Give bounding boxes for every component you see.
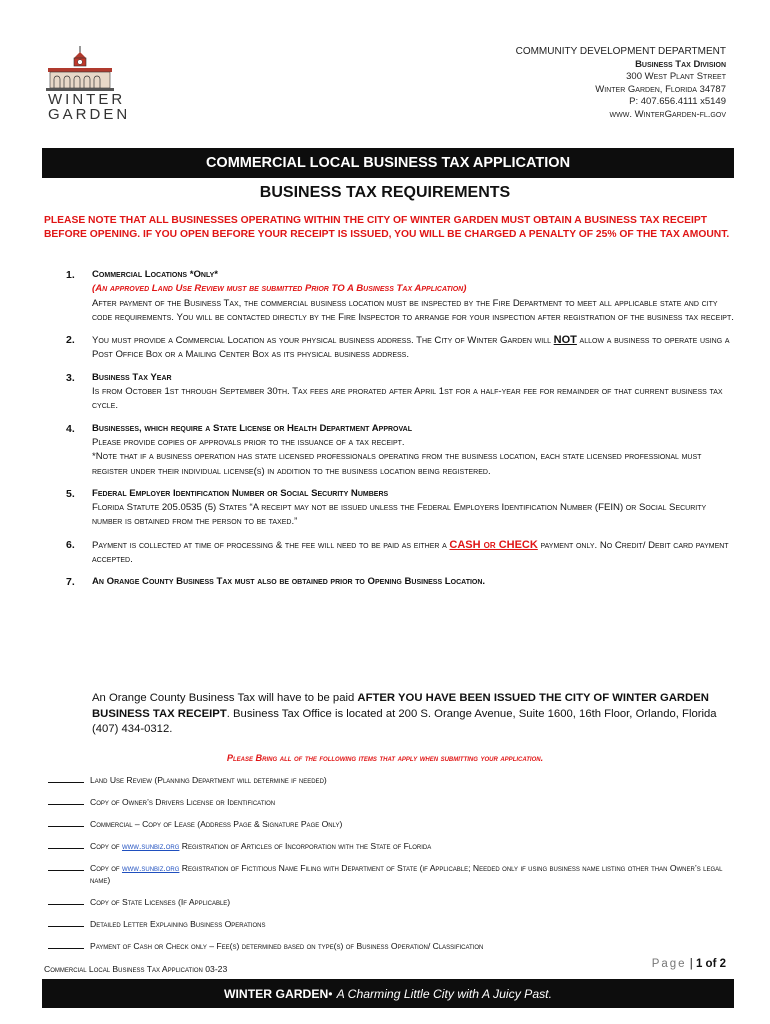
requirements-list [44,268,734,598]
form-identifier: Commercial Local Business Tax Application 03-23 [44,964,228,974]
orange-county-emphasis: AFTER YOU HAVE BEEN ISSUED THE CITY OF WINTER GARDEN BUSINESS TAX RECEIPT [92,692,709,720]
sunbiz-link[interactable]: www.sunbiz.org [121,863,180,873]
requirement-text: payment only. No Credit/ Debit card payment accepted. [92,539,729,566]
bullet-separator: • [328,986,333,1001]
checkbox-line[interactable] [48,938,84,949]
requirement-heading: Commercial Locations *Only* [92,269,218,280]
requirement-text: After payment of the Business Tax, the commercial business location must be inspected by the Fire Department to meet all applicable state and city code requirements. You will be contacted directly by the Fire Inspector to arrange for your inspection after registration of the business tax receipt. [92,297,734,323]
city-slogan: A Charming Little City with A Juicy Past. [336,986,552,1001]
checkbox-line[interactable] [48,894,84,905]
checklist-text: Copy of Owner’s Drivers License or Identification [90,797,276,807]
page-number: 1 of 2 [695,958,726,970]
page-label: Page [651,958,687,970]
checklist-item [48,794,738,808]
requirement-text: Is from October 1st through September 30th. Tax fees are prorated after April 1st for a half-year fee for remainder of that current business tax cycle. [92,386,723,412]
checkbox-line[interactable] [48,816,84,827]
checklist-item [48,894,738,908]
checkbox-line[interactable] [48,916,84,927]
department-name: COMMUNITY DEVELOPMENT DEPARTMENT [515,46,726,57]
requirement-heading: Federal Employer Identification Number or Social Security Numbers [92,487,389,499]
page-indicator [652,958,726,970]
requirement-text: allow a business to operate using a Post Office Box or a Mailing Center Box as its physical business address. [92,335,730,361]
requirement-text: Please provide copies of approvals prior to the issuance of a tax receipt. [92,436,405,448]
requirement-number: 4. [66,422,75,435]
document-checklist [48,772,738,960]
department-address [516,46,726,121]
checklist-text-part: Copy of [90,841,122,851]
checklist-item [48,772,738,786]
checklist-item [48,916,738,930]
requirement-number: 7. [66,576,75,589]
city-address: Winter Garden, Florida 34787 [595,83,726,95]
division-name: Business Tax Division [635,58,726,70]
footer-slogan-bar [42,979,734,1008]
requirement-heading: Businesses, which require a State License or Health Department Approval [92,422,412,434]
checkbox-line[interactable] [48,860,84,871]
requirement-number: 2. [66,334,75,347]
checkbox-line[interactable] [48,772,84,783]
checkbox-line[interactable] [48,838,84,849]
checklist-text-part: Copy of [90,863,122,873]
land-use-notice: (An approved Land Use Review must be submitted Prior TO A Business Tax Application) [92,283,467,295]
requirement-number: 1. [66,269,75,281]
street-address: 300 West Plant Street [626,71,726,82]
requirement-text: You must provide a Commercial Location as your physical business address. The City of Winter Garden will [92,335,554,347]
requirement-4 [44,422,734,479]
requirements-title: BUSINESS TAX REQUIREMENTS [259,184,511,201]
orange-county-paragraph [92,691,732,738]
requirement-2 [44,333,734,363]
checklist-text [90,838,431,852]
city-name: WINTER GARDEN [224,986,329,1001]
requirement-3 [44,371,734,414]
checklist-text: Payment of Cash or Check only – Fee(s) determined based on type(s) of Business Operation/ Classification [90,941,484,951]
requirement-5 [44,487,734,530]
checklist-text: Detailed Letter Explaining Business Operations [90,919,266,929]
checklist-item [48,816,738,830]
checklist-text-part: Registration of Articles of Incorporation with the State of Florida [179,841,432,851]
checklist-text [90,860,738,886]
requirement-number: 5. [66,487,75,500]
requirement-6 [44,538,734,568]
requirement-1 [44,268,734,325]
requirement-number: 3. [66,371,75,384]
checklist-text: Copy of State Licenses (If Applicable) [90,897,231,907]
requirement-text: Florida Statute 205.0535 (5) States “A receipt may not be issued unless the Federal Employers Identification Number (FEIN) or Social Security number is obtained from the person to be taxed.” [92,502,707,528]
application-title-bar [42,148,734,178]
requirement-7 [44,575,734,589]
penalty-notice: PLEASE NOTE THAT ALL BUSINESSES OPERATING WITHIN THE CITY OF WINTER GARDEN MUST OBTAIN A BUSINESS TAX RECEIPT BEFORE OPENING. IF YOU OPEN BEFORE YOUR RECEIPT IS ISSUED, YOU WILL BE CHARGED A PENALTY OF 25% OF THE TAX AMOUNT. [44,215,730,240]
phone-number: P: 407.656.4111 x5149 [629,96,726,107]
requirement-heading: An Orange County Business Tax must also be obtained prior to Opening Business Location. [92,576,486,588]
logo-text: WINTER GARDEN [48,91,131,123]
bring-items-heading: Please Bring all of the following items that apply when submitting your application. [226,753,544,763]
checklist-item [48,938,738,952]
checklist-item [48,860,738,886]
checklist-text: Land Use Review (Planning Department will determine if needed) [90,775,327,785]
checklist-text: Commercial – Copy of Lease (Address Page & Signature Page Only) [90,819,343,829]
requirement-heading: Business Tax Year [92,371,172,383]
cash-or-check-emphasis: CASH or CHECK [449,538,538,551]
checkbox-line[interactable] [48,794,84,805]
sunbiz-link[interactable]: www.sunbiz.org [121,841,180,851]
clock-tower-icon [42,44,118,94]
website: www. WinterGarden-fl.gov [609,108,726,120]
requirement-text: Payment is collected at time of processing & the fee will need to be paid as either a [92,539,450,551]
page-separator: | [686,958,696,970]
checklist-item [48,838,738,852]
orange-county-text: An Orange County Business Tax will have to be paid [92,692,358,704]
requirement-note: *Note that if a business operation has state licensed professionals operating from the business location, each state licensed professional must register under their individual license(s) in addition to the business location being registered. [92,451,702,477]
requirement-number: 6. [66,538,75,551]
application-title: COMMERCIAL LOCAL BUSINESS TAX APPLICATION [205,155,571,171]
orange-county-text: . Business Tax Office is located at 200 S. Orange Avenue, Suite 1600, 16th Floor, Orlando, Florida (407) 434-0312. [92,707,717,735]
not-emphasis: NOT [553,334,577,347]
checklist-text-part: Registration of Fictitious Name Filing with Department of State (if Applicable; Needed only if using business name listing other than Owner’s legal name) [90,863,723,885]
